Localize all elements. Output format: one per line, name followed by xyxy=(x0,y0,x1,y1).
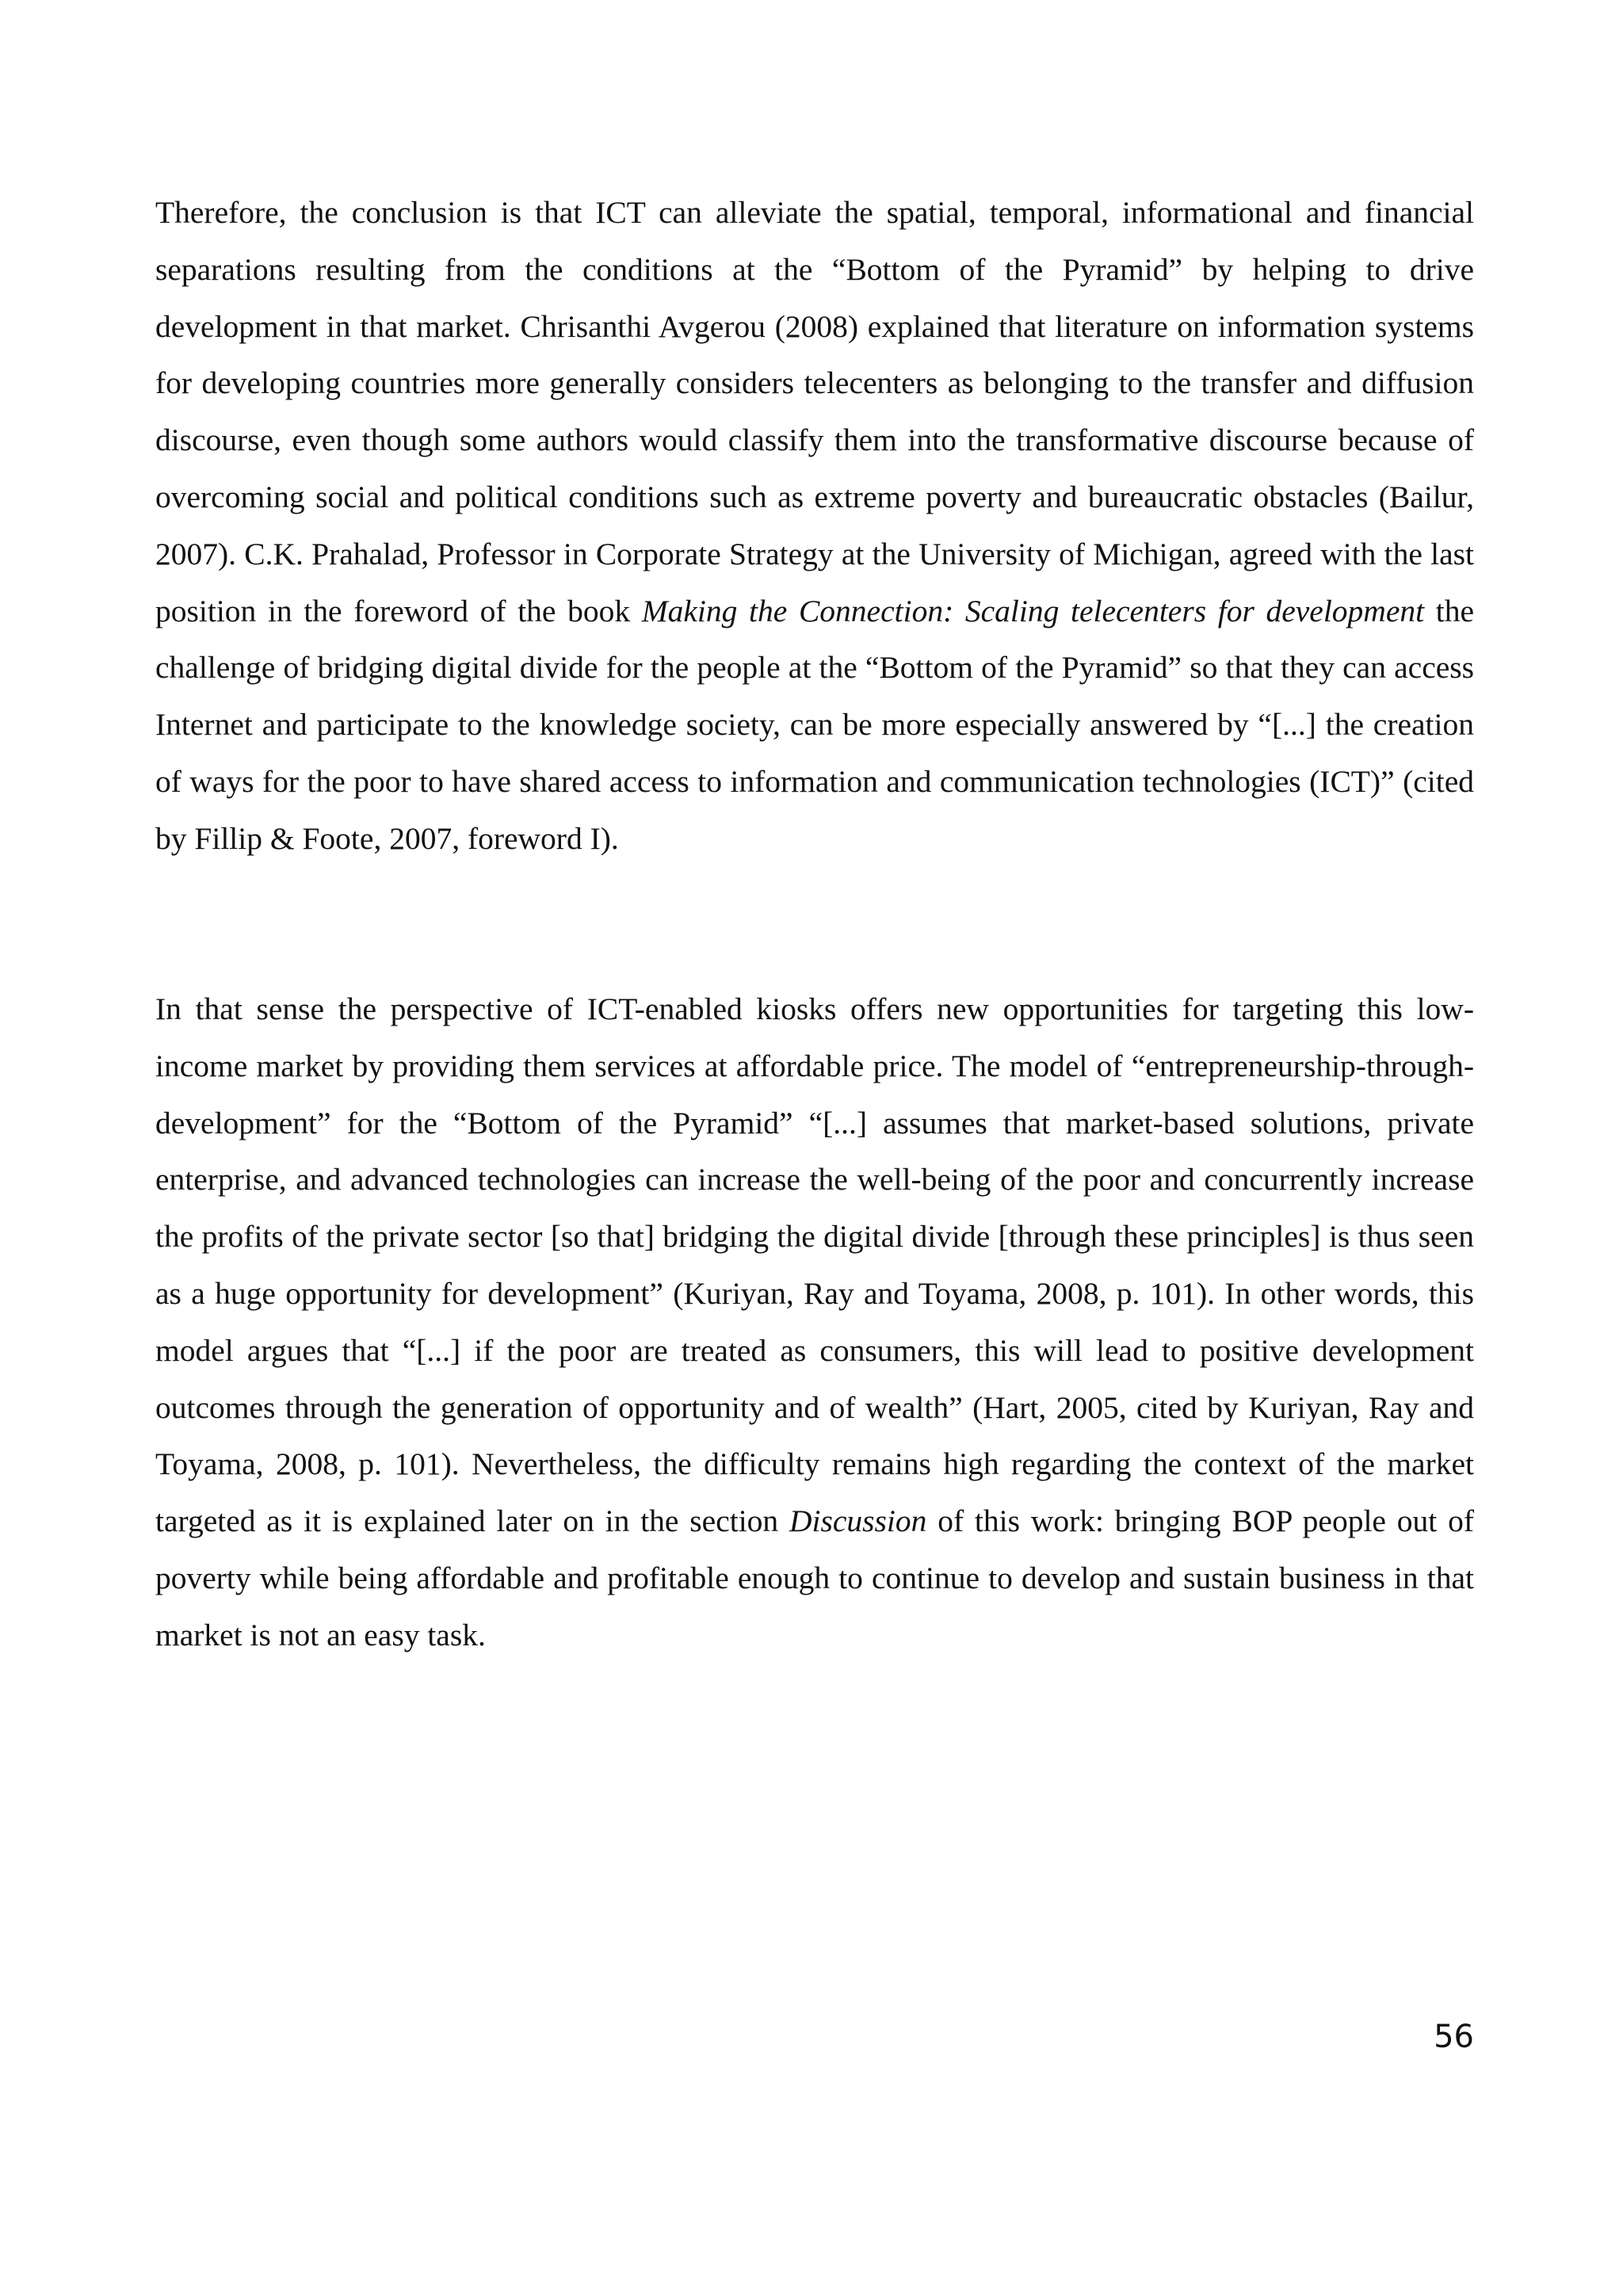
section-reference: Discussion xyxy=(789,1503,927,1539)
book-title: Making the Connection: Scaling telecenters for development xyxy=(641,593,1425,628)
body-paragraph-2 xyxy=(155,981,1474,1664)
page-number: 56 xyxy=(1434,2019,1474,2055)
paragraph-2-text-b: of this work: bringing BOP people out of poverty while being affordable and profitable enough to continue to develop and sustain business in that market is not an easy task. xyxy=(155,1503,1474,1652)
paragraph-1-text-b: the challenge of bridging digital divide for the people at the “Bottom of the Pyramid” so that they can access Internet and participate to the knowledge society, can be more especially answered by “[...] the creation of ways for the poor to have shared access to information and communication technologies (ICT)” (cited by Fillip & Foote, 2007, foreword I). xyxy=(155,593,1474,856)
paragraph-2-text-a: In that sense the perspective of ICT-enabled kiosks offers new opportunities for targeting this low-income market by providing them services at affordable price. The model of “entrepreneurship-through-development” for the “Bottom of the Pyramid” “[...] assumes that market-based solutions, private enterprise, and advanced technologies can increase the well-being of the poor and concurrently increase the profits of the private sector [so that] bridging the digital divide [through these principles] is thus seen as a huge opportunity for development” (Kuriyan, Ray and Toyama, 2008, p. 101). In other words, this model argues that “[...] if the poor are treated as consumers, this will lead to positive development outcomes through the generation of opportunity and of wealth” (Hart, 2005, cited by Kuriyan, Ray and Toyama, 2008, p. 101). Nevertheless, the difficulty remains high regarding the context of the market targeted as it is explained later on in the section xyxy=(155,991,1474,1539)
body-paragraph-1 xyxy=(155,185,1474,868)
paragraph-1-text-a: Therefore, the conclusion is that ICT can alleviate the spatial, temporal, informational and financial separations resulting from the conditions at the “Bottom of the Pyramid” by helping to drive development in that market. Chrisanthi Avgerou (2008) explained that literature on information systems for developing countries more generally considers telecenters as belonging to the transfer and diffusion discourse, even though some authors would classify them into the transformative discourse because of overcoming social and political conditions such as extreme poverty and bureaucratic obstacles (Bailur, 2007). C.K. Prahalad, Professor in Corporate Strategy at the University of Michigan, agreed with the last position in the foreword of the book xyxy=(155,195,1474,628)
